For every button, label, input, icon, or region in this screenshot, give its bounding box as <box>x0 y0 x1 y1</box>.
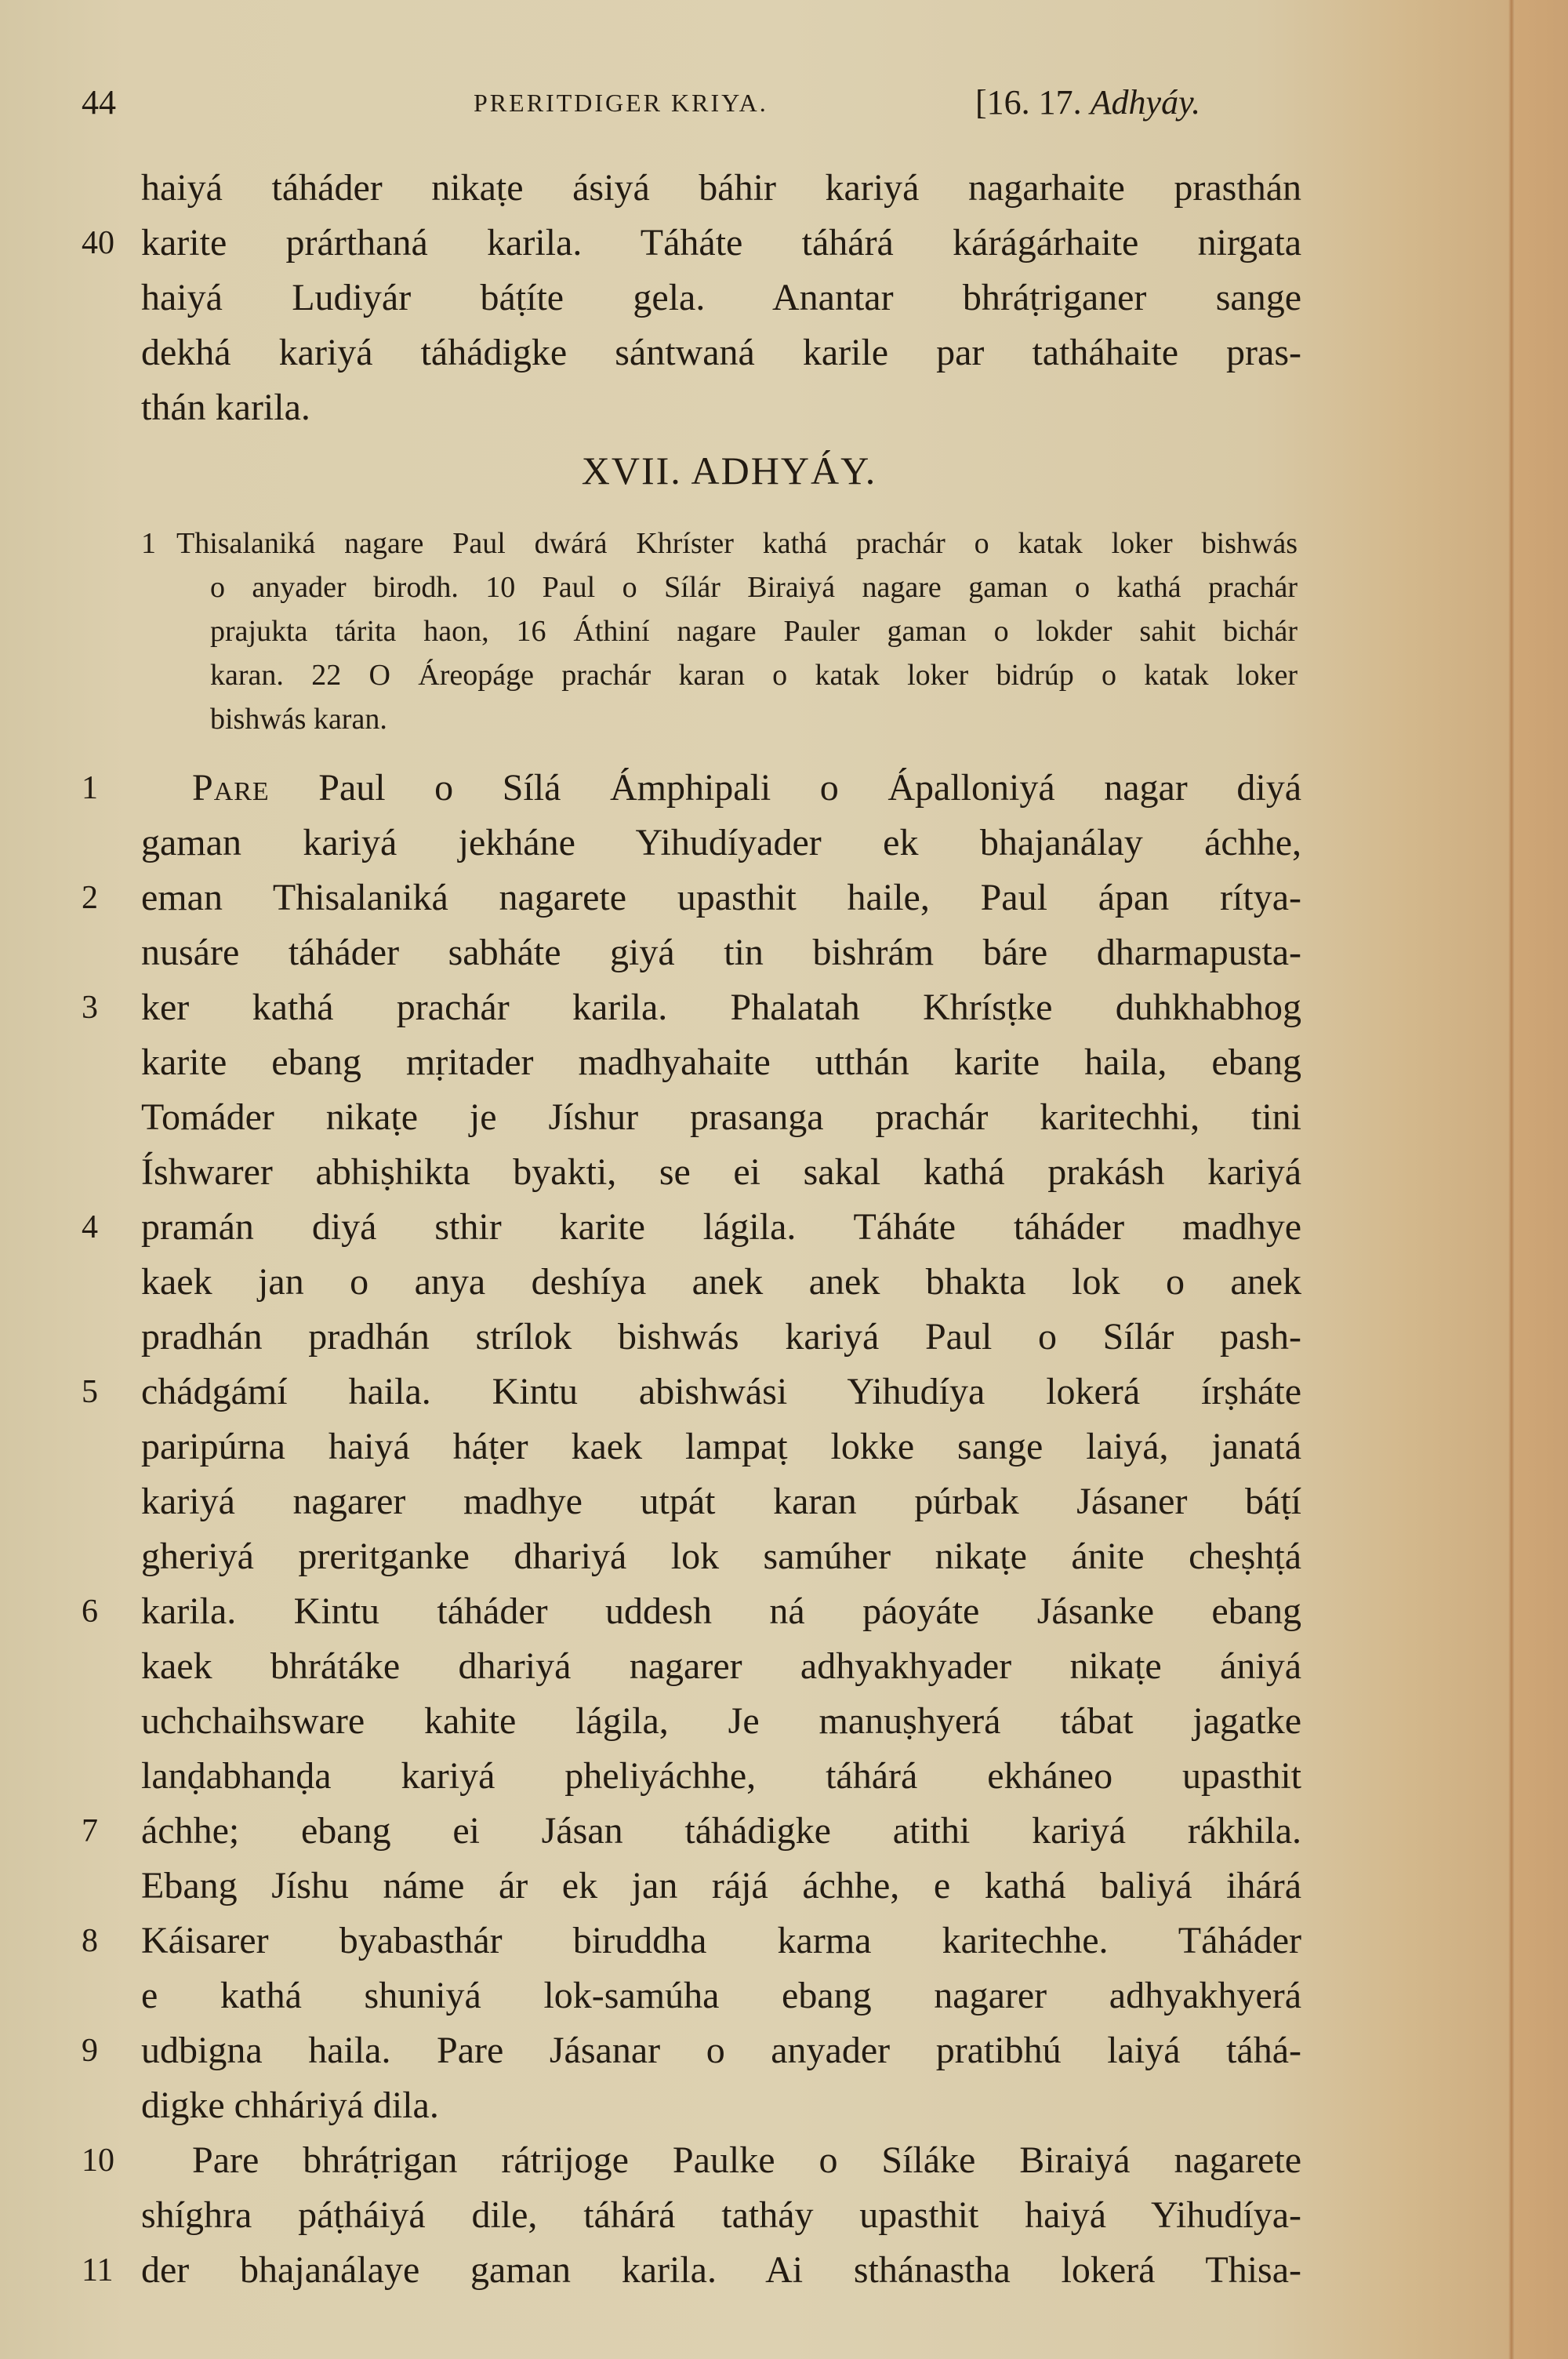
text-line <box>0 761 1411 816</box>
line-rest: Paul o Sílá Ámphipali o Ápalloniyá nagar diyá <box>269 767 1301 809</box>
summary-text: karan. 22 O Áreopáge prachár karan o katak loker bidrúp o katak loker <box>210 659 1298 692</box>
line-text: áchhe; ebang ei Jásan táhádigke atithi kariyá rákhila. <box>141 1810 1301 1852</box>
summary-line <box>0 697 1411 741</box>
line-text: eman Thisalaniká nagarete upasthit haile, Paul ápan rítya- <box>141 877 1301 918</box>
line-text: gheriyá preritganke dhariyá lok samúher nikaṭe ánite cheṣhṭá <box>141 1536 1301 1577</box>
text-line <box>0 2243 1411 2298</box>
line-text <box>192 761 1301 816</box>
verse-number: 4 <box>82 1209 98 1245</box>
line-text: nusáre táháder sabháte giyá tin bishrám báre dharmapusta- <box>141 932 1301 973</box>
verse-number: 10 <box>82 2143 114 2179</box>
text-line <box>0 925 1411 980</box>
line-text: lanḍabhanḍa kariyá pheliyáchhe, táhárá ekháneo upasthit <box>141 1755 1301 1797</box>
text-line <box>0 1694 1411 1749</box>
chapter-ref-italic: Adhyáy. <box>1090 83 1201 122</box>
text-line <box>0 1584 1411 1639</box>
line-text: Pare bhráṭrigan rátrijoge Paulke o Síláke Biraiyá nagarete <box>192 2139 1301 2181</box>
text-line <box>0 1474 1411 1529</box>
summary-line <box>0 653 1411 697</box>
text-line <box>0 980 1411 1035</box>
line-text: dekhá kariyá táhádigke sántwaná karile par tatháhaite pras- <box>141 332 1301 373</box>
adjacent-page-edge <box>1515 0 1568 2359</box>
line-text: gaman kariyá jekháne Yihudíyader ek bhajanálay áchhe, <box>141 822 1301 863</box>
line-text: chádgámí haila. Kintu abishwási Yihudíya lokerá írṣháte <box>141 1371 1301 1412</box>
line-text: der bhajanálaye gaman karila. Ai sthánastha lokerá Thisa- <box>141 2249 1301 2291</box>
summary-number: 1 <box>141 527 156 560</box>
summary-line <box>0 522 1411 565</box>
text-line <box>0 2023 1411 2078</box>
chapter-summary <box>0 522 1411 741</box>
verse-number: 8 <box>82 1923 98 1959</box>
text-line <box>0 1310 1411 1365</box>
text-line <box>0 216 1411 271</box>
line-text: thán karila. <box>141 387 310 428</box>
line-text: kaek bhrátáke dhariyá nagarer adhyakhyader nikaṭe ániyá <box>141 1645 1301 1687</box>
line-text: kariyá nagarer madhye utpát karan púrbak Jásaner báṭí <box>141 1481 1301 1522</box>
text-line <box>0 1804 1411 1859</box>
text-line <box>0 1529 1411 1584</box>
line-text: e kathá shuniyá lok-samúha ebang nagarer adhyakhyerá <box>141 1975 1301 2016</box>
text-line <box>0 161 1411 216</box>
line-text: Íshwarer abhiṣhikta byakti, se ei sakal kathá prakásh kariyá <box>141 1151 1301 1193</box>
text-line <box>0 1749 1411 1804</box>
text-line <box>0 2133 1411 2188</box>
line-text: haiyá táháder nikaṭe ásiyá báhir kariyá nagarhaite prasthán <box>141 167 1301 209</box>
verse-number: 1 <box>82 770 98 806</box>
verse-number: 6 <box>82 1594 98 1630</box>
text-line <box>0 1639 1411 1694</box>
text-line <box>0 1145 1411 1200</box>
line-text: Káisarer byabasthár biruddha karma karitechhe. Táháder <box>141 1920 1301 1961</box>
line-text: udbigna haila. Pare Jásanar o anyader pratibhú laiyá táhá- <box>141 2030 1301 2071</box>
line-text: ker kathá prachár karila. Phalatah Khrísṭke duhkhabhog <box>141 987 1301 1028</box>
verse-number: 3 <box>82 990 98 1026</box>
verse-number: 5 <box>82 1374 98 1410</box>
line-text: haiyá Ludiyár báṭíte gela. Anantar bhráṭriganer sange <box>141 277 1301 318</box>
verse-number: 2 <box>82 880 98 916</box>
line-text: shíghra páṭháiyá dile, táhárá tatháy upasthit haiyá Yihudíya- <box>141 2194 1301 2236</box>
text-line <box>0 271 1411 325</box>
text-line <box>0 1255 1411 1310</box>
chapter-ref-numbers: [16. 17. <box>975 83 1091 122</box>
text-line <box>0 816 1411 871</box>
line-text: karite prárthaná karila. Táháte táhárá kárágárhaite nirgata <box>141 222 1301 264</box>
verses-block <box>0 761 1411 2298</box>
summary-text: o anyader birodh. 10 Paul o Sílár Biraiyá nagare gaman o kathá prachár <box>210 571 1298 604</box>
page-body <box>0 161 1411 2298</box>
line-text: pramán diyá sthir karite lágila. Táháte táháder madhye <box>141 1206 1301 1248</box>
summary-text: bishwás karan. <box>210 703 387 736</box>
line-text: paripúrna haiyá háṭer kaek lampaṭ lokke sange laiyá, janatá <box>141 1426 1301 1467</box>
running-head-title: PRERITDIGER KRIYA. <box>474 89 768 117</box>
text-line <box>0 2188 1411 2243</box>
line-text: Tomáder nikaṭe je Jíshur prasanga prachár karitechhi, tini <box>141 1096 1301 1138</box>
text-line <box>0 1419 1411 1474</box>
text-line <box>0 1035 1411 1090</box>
continuation-block <box>0 161 1411 435</box>
verse-number: 9 <box>82 2033 98 2069</box>
text-line <box>0 2078 1411 2133</box>
line-text: kaek jan o anya deshíya anek anek bhakta lok o anek <box>141 1261 1301 1303</box>
text-line <box>0 1090 1411 1145</box>
line-text: pradhán pradhán strílok bishwás kariyá Paul o Sílár pash- <box>141 1316 1301 1358</box>
line-text: digke chháriyá dila. <box>141 2085 439 2126</box>
text-line <box>0 380 1411 435</box>
page-number: 44 <box>82 83 116 122</box>
chapter-reference <box>975 82 1200 122</box>
line-text: Ebang Jíshu náme ár ek jan rájá áchhe, e kathá baliyá ihárá <box>141 1865 1301 1906</box>
chapter-title: XVII. ADHYÁY. <box>581 449 877 493</box>
text-line <box>0 1365 1411 1419</box>
text-line <box>0 871 1411 925</box>
text-line <box>0 1914 1411 1968</box>
running-header <box>82 82 1305 129</box>
text-line <box>0 1968 1411 2023</box>
text-line <box>0 325 1411 380</box>
verse-number: 11 <box>82 2252 114 2288</box>
summary-text: Thisalaniká nagare Paul dwárá Khríster kathá prachár o katak loker bishwás <box>176 527 1298 560</box>
text-line <box>0 1859 1411 1914</box>
lead-word: Pare <box>192 767 270 809</box>
verse-number: 7 <box>82 1813 98 1849</box>
summary-line <box>0 565 1411 609</box>
line-text: karila. Kintu táháder uddesh ná páoyáte Jásanke ebang <box>141 1590 1301 1632</box>
line-text: karite ebang mṛitader madhyahaite utthán karite haila, ebang <box>141 1041 1301 1083</box>
summary-line <box>0 609 1411 653</box>
verse-number: 40 <box>82 225 114 261</box>
line-text: uchchaihsware kahite lágila, Je manuṣhyerá tábat jagatke <box>141 1700 1301 1742</box>
page-edge-shadow <box>1508 0 1515 2359</box>
summary-text: prajukta tárita haon, 16 Áthiní nagare Pauler gaman o lokder sahit bichár <box>210 615 1298 648</box>
text-line <box>0 1200 1411 1255</box>
